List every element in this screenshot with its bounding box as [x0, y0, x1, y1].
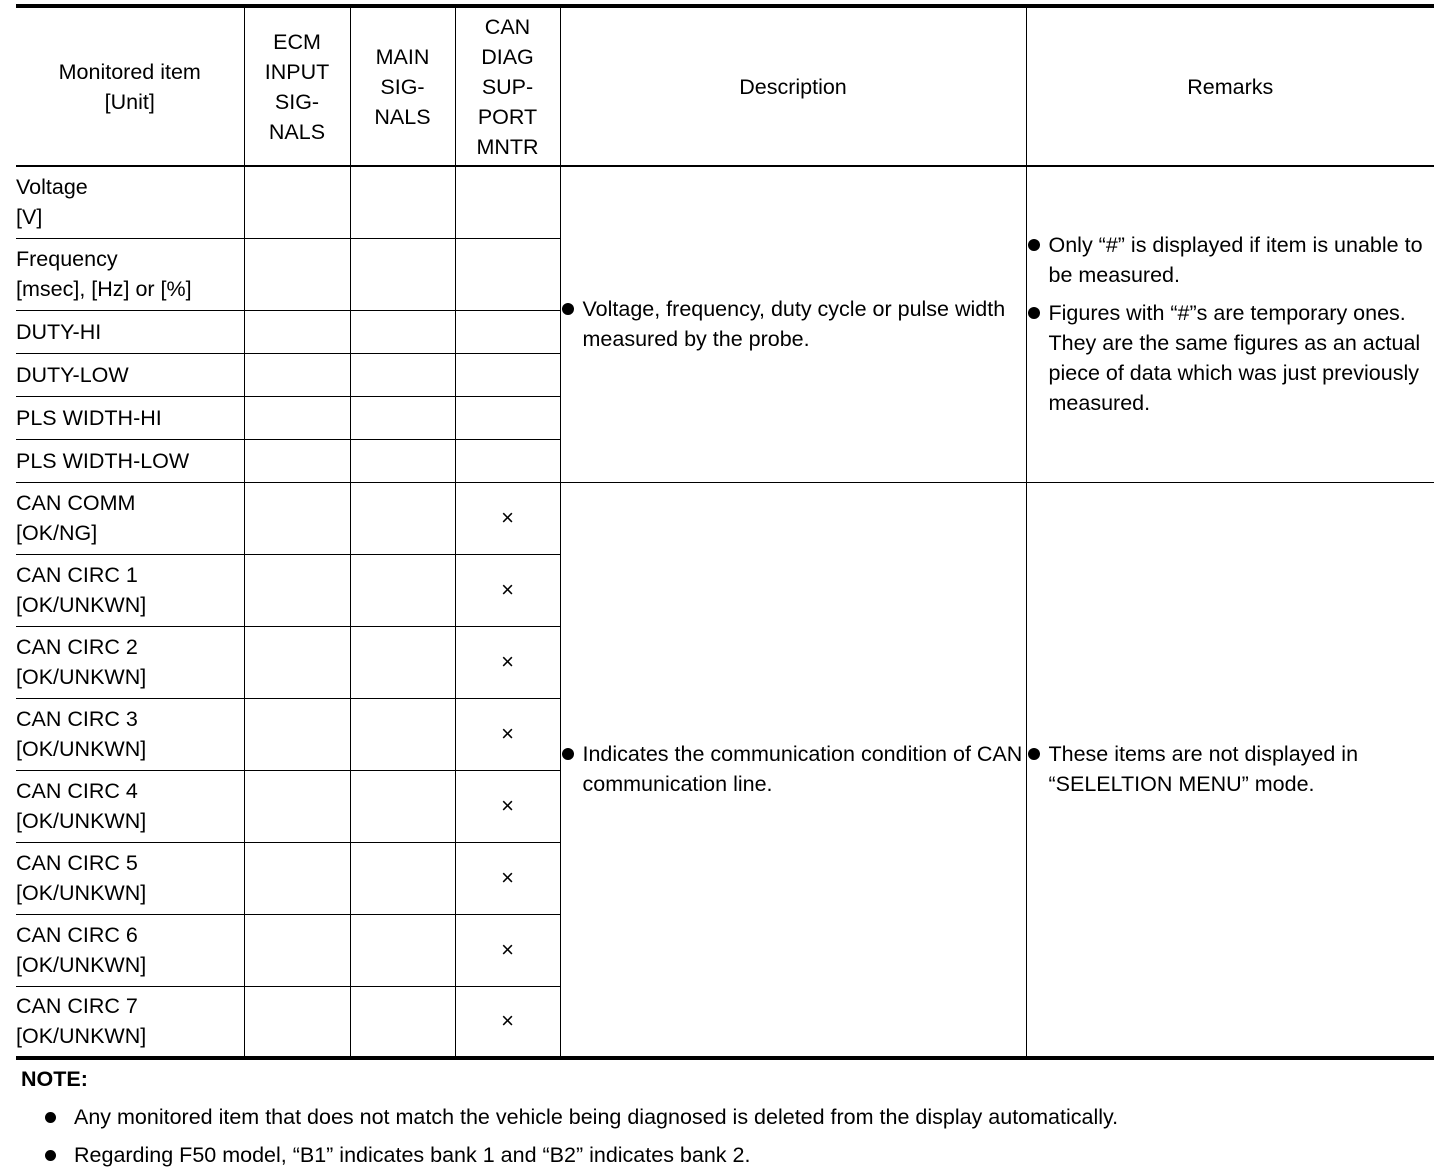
can-diag-cell: × [455, 914, 560, 986]
can-diag-cell: × [455, 482, 560, 554]
item-name: CAN CIRC 2 [16, 635, 138, 659]
header-text: SIG- [274, 89, 320, 114]
remarks-cell [1026, 166, 1434, 482]
item-unit: [OK/NG] [16, 521, 98, 545]
item-name: CAN CIRC 4 [16, 779, 138, 803]
can-diag-cell: × [455, 554, 560, 626]
remark-bullet: Figures with “#”s are temporary ones. They are the same figures as an actual piece of data which was just previously measured. [1027, 298, 1435, 418]
header-text: NALS [374, 104, 431, 129]
ecm-input-signals-cell [244, 166, 350, 238]
can-diag-cell: × [455, 770, 560, 842]
remarks-cell [1026, 482, 1434, 1058]
monitored-item-cell [16, 482, 244, 554]
item-name: CAN CIRC 5 [16, 851, 138, 875]
ecm-input-signals-cell [244, 310, 350, 353]
item-name: CAN CIRC 6 [16, 923, 138, 947]
main-signals-cell [350, 698, 455, 770]
item-unit: [OK/UNKWN] [16, 809, 147, 833]
main-signals-cell [350, 482, 455, 554]
ecm-input-signals-cell [244, 396, 350, 439]
item-name: CAN COMM [16, 491, 136, 515]
item-unit: [V] [16, 205, 43, 230]
monitored-item-cell [16, 914, 244, 986]
item-name: CAN CIRC 7 [16, 994, 138, 1019]
item-unit: [msec], [Hz] or [%] [16, 277, 192, 301]
main-signals-cell [350, 914, 455, 986]
header-text: NALS [268, 119, 326, 144]
header-text: MAIN [375, 44, 430, 69]
can-diag-cell [455, 166, 560, 238]
main-signals-cell [350, 770, 455, 842]
monitored-items-table [16, 4, 1434, 1060]
item-name: DUTY-HI [16, 319, 102, 344]
item-name: Frequency [16, 247, 118, 271]
item-name: CAN CIRC 1 [16, 563, 138, 587]
monitored-item-cell [16, 986, 244, 1058]
header-can-diag-support-mntr [455, 6, 560, 166]
header-text: MNTR [476, 134, 539, 159]
ecm-input-signals-cell [244, 353, 350, 396]
item-name: PLS WIDTH-LOW [16, 448, 190, 473]
item-unit: [OK/UNKWN] [16, 881, 147, 905]
item-name: DUTY-LOW [16, 362, 129, 387]
ecm-input-signals-cell [244, 482, 350, 554]
monitored-item-cell [16, 310, 244, 353]
header-text: SUP- [481, 74, 534, 99]
item-name: Voltage [16, 175, 88, 200]
note-bullet: Regarding F50 model, “B1” indicates bank 1 and “B2” indicates bank 2. [21, 1141, 1431, 1169]
remark-bullet: Only “#” is displayed if item is unable to be measured. [1027, 230, 1435, 290]
main-signals-cell [350, 238, 455, 310]
can-diag-cell: × [455, 626, 560, 698]
header-text: SIG- [380, 74, 425, 99]
monitored-item-cell [16, 626, 244, 698]
header-text: ECM [273, 29, 321, 54]
can-diag-cell [455, 310, 560, 353]
header-description: Description [560, 6, 1026, 166]
main-signals-cell [350, 554, 455, 626]
ecm-input-signals-cell [244, 770, 350, 842]
monitored-item-cell [16, 770, 244, 842]
header-text: INPUT [264, 59, 330, 84]
header-text: DIAG [481, 44, 534, 69]
main-signals-cell [350, 396, 455, 439]
header-row [16, 6, 1434, 166]
can-diag-cell [455, 238, 560, 310]
monitored-item-cell [16, 842, 244, 914]
ecm-input-signals-cell [244, 842, 350, 914]
ecm-input-signals-cell [244, 554, 350, 626]
monitored-item-cell [16, 238, 244, 310]
item-unit: [OK/UNKWN] [16, 665, 147, 689]
item-unit: [OK/UNKWN] [16, 953, 147, 977]
remark-bullet: These items are not displayed in “SELELTION MENU” mode. [1027, 739, 1435, 799]
table-row [16, 482, 1434, 554]
main-signals-cell [350, 986, 455, 1058]
main-signals-cell [350, 166, 455, 238]
ecm-input-signals-cell [244, 986, 350, 1058]
description-bullet: Indicates the communication condition of CAN communication line. [561, 739, 1026, 799]
header-main-signals [350, 6, 455, 166]
note-section [21, 1065, 1431, 1169]
can-diag-cell: × [455, 986, 560, 1058]
monitored-item-cell [16, 439, 244, 482]
header-text: CAN [484, 14, 531, 39]
description-bullet: Voltage, frequency, duty cycle or pulse width measured by the probe. [561, 294, 1026, 354]
main-signals-cell [350, 842, 455, 914]
monitored-item-cell [16, 698, 244, 770]
monitored-item-cell [16, 353, 244, 396]
description-cell [560, 166, 1026, 482]
table-row [16, 166, 1434, 238]
ecm-input-signals-cell [244, 914, 350, 986]
item-name: PLS WIDTH-HI [16, 405, 162, 430]
item-unit: [OK/UNKWN] [16, 1024, 147, 1049]
can-diag-cell [455, 396, 560, 439]
header-text: PORT [477, 104, 538, 129]
item-unit: [OK/UNKWN] [16, 737, 147, 761]
ecm-input-signals-cell [244, 439, 350, 482]
can-diag-cell [455, 439, 560, 482]
item-name: CAN CIRC 3 [16, 707, 138, 731]
main-signals-cell [350, 353, 455, 396]
note-bullet: Any monitored item that does not match the vehicle being diagnosed is deleted from the display automatically. [21, 1103, 1431, 1131]
ecm-input-signals-cell [244, 698, 350, 770]
header-ecm-input-signals [244, 6, 350, 166]
main-signals-cell [350, 310, 455, 353]
item-unit: [OK/UNKWN] [16, 593, 147, 617]
ecm-input-signals-cell [244, 626, 350, 698]
can-diag-cell [455, 353, 560, 396]
main-signals-cell [350, 439, 455, 482]
monitored-item-cell [16, 396, 244, 439]
main-signals-cell [350, 626, 455, 698]
description-cell [560, 482, 1026, 1058]
ecm-input-signals-cell [244, 238, 350, 310]
monitored-item-cell [16, 166, 244, 238]
header-text: Monitored item [58, 59, 201, 84]
header-monitored-item [16, 6, 244, 166]
note-title: NOTE: [21, 1067, 88, 1091]
can-diag-cell: × [455, 698, 560, 770]
monitored-item-cell [16, 554, 244, 626]
header-text: [Unit] [104, 89, 155, 114]
header-remarks: Remarks [1026, 6, 1434, 166]
can-diag-cell: × [455, 842, 560, 914]
